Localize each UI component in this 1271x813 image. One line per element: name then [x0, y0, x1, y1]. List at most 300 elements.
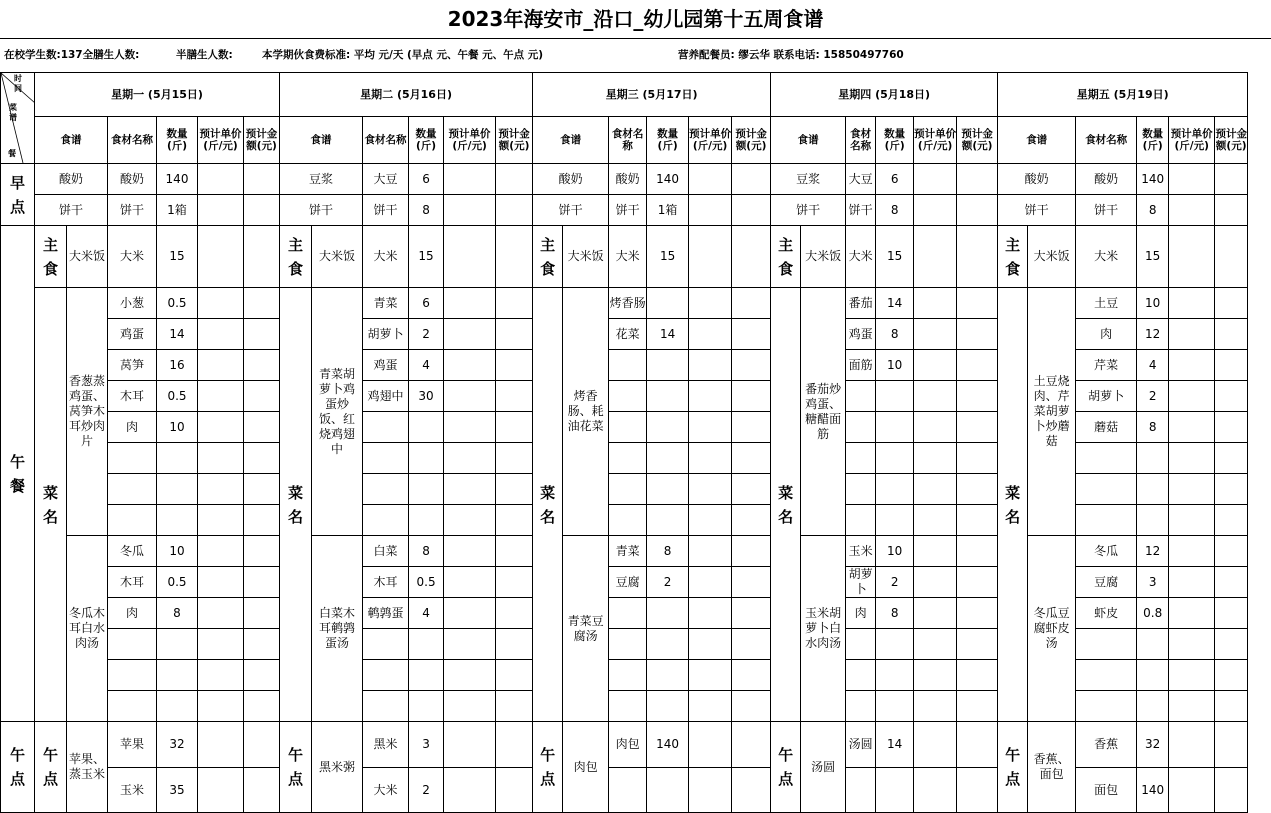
unit-price	[689, 474, 732, 505]
unit-price	[444, 412, 496, 443]
unit-price	[444, 660, 496, 691]
total-price	[244, 567, 280, 598]
unit-price	[198, 660, 244, 691]
ingredient-name	[609, 691, 647, 722]
breakfast-recipe: 饼干	[280, 195, 363, 226]
student-count: 在校学生数:137全膳生人数:	[4, 49, 140, 61]
total-price	[244, 381, 280, 412]
ingredient-name: 胡萝卜	[1076, 381, 1137, 412]
staple-recipe: 大米饭	[312, 226, 363, 288]
ingredient-qty: 4	[1137, 350, 1169, 381]
total-price	[496, 768, 533, 813]
ingredient-qty	[647, 288, 689, 319]
total-price	[732, 629, 771, 660]
total-price	[244, 505, 280, 536]
total-price	[244, 443, 280, 474]
total-price	[496, 722, 533, 768]
corner-header	[1, 73, 35, 164]
ingredient-name: 花菜	[609, 319, 647, 350]
unit-price	[914, 536, 957, 567]
ingredient-qty: 0.5	[157, 567, 198, 598]
ingredient-name: 青菜	[363, 288, 409, 319]
ingredient-qty: 2	[647, 567, 689, 598]
unit-price	[914, 660, 957, 691]
ingredient-qty: 10	[876, 536, 914, 567]
ingredient-qty	[1137, 691, 1169, 722]
unit-price	[914, 195, 957, 226]
ingredient-qty: 3	[1137, 567, 1169, 598]
ingredient-name: 肉	[108, 598, 157, 629]
unit-price	[198, 319, 244, 350]
ingredient-name: 鸡蛋	[363, 350, 409, 381]
total-price	[957, 768, 998, 813]
ingredient-name: 冬瓜	[1076, 536, 1137, 567]
ingredient-name: 番茄	[846, 288, 876, 319]
ingredient-name	[108, 660, 157, 691]
col-header-total: 预计金额(元)	[496, 117, 533, 164]
ingredient-qty	[876, 474, 914, 505]
total-price	[732, 505, 771, 536]
ingredient-qty: 32	[1137, 722, 1169, 768]
ingredient-qty: 6	[409, 288, 444, 319]
ingredient-qty	[647, 505, 689, 536]
unit-price	[914, 412, 957, 443]
ingredient-qty: 8	[409, 536, 444, 567]
ingredient-name: 玉米	[108, 768, 157, 813]
unit-price	[1169, 226, 1215, 288]
snack-recipe: 黑米粥	[312, 722, 363, 813]
ingredient-qty	[876, 505, 914, 536]
ingredient-qty: 0.5	[409, 567, 444, 598]
unit-price	[1169, 443, 1215, 474]
ingredient-qty	[157, 660, 198, 691]
unit-price	[444, 226, 496, 288]
ingredient-qty: 8	[1137, 412, 1169, 443]
ingredient-name: 酸奶	[1076, 164, 1137, 195]
ingredient-name: 烤香肠	[609, 288, 647, 319]
unit-price	[914, 443, 957, 474]
dish-recipe: 烤香肠、耗油花菜	[563, 288, 609, 536]
ingredient-qty: 10	[1137, 288, 1169, 319]
unit-price	[914, 722, 957, 768]
unit-price	[689, 443, 732, 474]
total-price	[1215, 768, 1248, 813]
ingredient-name: 酸奶	[108, 164, 157, 195]
total-price	[244, 288, 280, 319]
ingredient-name: 苹果	[108, 722, 157, 768]
ingredient-name: 胡萝卜	[363, 319, 409, 350]
ingredient-name: 木耳	[108, 567, 157, 598]
ingredient-name	[609, 660, 647, 691]
unit-price	[1169, 660, 1215, 691]
ingredient-name	[363, 412, 409, 443]
total-price	[496, 567, 533, 598]
total-price	[1215, 691, 1248, 722]
unit-price	[1169, 164, 1215, 195]
ingredient-qty	[876, 443, 914, 474]
unit-price	[198, 768, 244, 813]
ingredient-name: 玉米	[846, 536, 876, 567]
ingredient-name	[609, 768, 647, 813]
total-price	[732, 768, 771, 813]
total-price	[244, 768, 280, 813]
col-header-recipe: 食谱	[998, 117, 1076, 164]
col-header-ingredient: 食材名称	[846, 117, 876, 164]
col-header-recipe: 食谱	[280, 117, 363, 164]
ingredient-qty: 15	[876, 226, 914, 288]
ingredient-name: 鹌鹑蛋	[363, 598, 409, 629]
ingredient-name: 饼干	[609, 195, 647, 226]
unit-price	[444, 319, 496, 350]
ingredient-name	[363, 629, 409, 660]
total-price	[957, 226, 998, 288]
ingredient-name	[1076, 505, 1137, 536]
total-price	[1215, 567, 1248, 598]
unit-price	[1169, 768, 1215, 813]
ingredient-qty	[1137, 443, 1169, 474]
ingredient-qty: 12	[1137, 319, 1169, 350]
total-price	[244, 350, 280, 381]
ingredient-qty	[409, 629, 444, 660]
corner-item: 菜 谱	[9, 103, 17, 122]
soup-recipe: 冬瓜木耳白水肉汤	[67, 536, 108, 722]
ingredient-name	[1076, 443, 1137, 474]
ingredient-name: 鸡蛋	[846, 319, 876, 350]
ingredient-qty: 4	[409, 350, 444, 381]
ingredient-qty	[409, 691, 444, 722]
ingredient-qty	[647, 768, 689, 813]
total-price	[1215, 536, 1248, 567]
unit-price	[444, 443, 496, 474]
ingredient-name	[846, 629, 876, 660]
total-price	[244, 536, 280, 567]
col-header-recipe: 食谱	[35, 117, 108, 164]
col-header-unit-price: 预计单价(斤/元)	[914, 117, 957, 164]
snack-recipe: 香蕉、面包	[1028, 722, 1076, 813]
unit-price	[1169, 350, 1215, 381]
ingredient-name: 鸡翅中	[363, 381, 409, 412]
breakfast-recipe: 饼干	[35, 195, 108, 226]
ingredient-qty: 8	[409, 195, 444, 226]
ingredient-qty	[647, 598, 689, 629]
ingredient-name: 黑米	[363, 722, 409, 768]
snack-label: 午 点	[35, 722, 67, 813]
ingredient-qty: 2	[1137, 381, 1169, 412]
unit-price	[914, 567, 957, 598]
ingredient-name: 木耳	[108, 381, 157, 412]
unit-price	[1169, 474, 1215, 505]
col-header-qty: 数量(斤)	[647, 117, 689, 164]
total-price	[244, 660, 280, 691]
ingredient-qty	[157, 629, 198, 660]
unit-price	[198, 598, 244, 629]
unit-price	[1169, 288, 1215, 319]
unit-price	[444, 567, 496, 598]
ingredient-name	[609, 598, 647, 629]
soup-recipe: 冬瓜豆腐虾皮汤	[1028, 536, 1076, 722]
ingredient-qty: 8	[1137, 195, 1169, 226]
breakfast-recipe: 酸奶	[533, 164, 609, 195]
corner-meal: 餐	[8, 149, 16, 158]
total-price	[732, 381, 771, 412]
unit-price	[689, 722, 732, 768]
ingredient-qty	[647, 660, 689, 691]
total-price	[957, 598, 998, 629]
col-header-unit-price: 预计单价(斤/元)	[689, 117, 732, 164]
unit-price	[689, 660, 732, 691]
ingredient-qty	[647, 350, 689, 381]
ingredient-name: 面筋	[846, 350, 876, 381]
ingredient-name: 饼干	[108, 195, 157, 226]
unit-price	[914, 319, 957, 350]
ingredient-qty: 2	[409, 319, 444, 350]
ingredient-name	[609, 350, 647, 381]
staple-recipe: 大米饭	[1028, 226, 1076, 288]
unit-price	[1169, 598, 1215, 629]
ingredient-name	[363, 474, 409, 505]
ingredient-qty: 8	[876, 195, 914, 226]
dish-label: 菜 名	[771, 288, 801, 722]
ingredient-name: 莴笋	[108, 350, 157, 381]
total-price	[244, 629, 280, 660]
ingredient-name: 汤圆	[846, 722, 876, 768]
snack-recipe: 苹果、蒸玉米	[67, 722, 108, 813]
ingredient-name: 面包	[1076, 768, 1137, 813]
unit-price	[689, 536, 732, 567]
ingredient-name: 土豆	[1076, 288, 1137, 319]
unit-price	[914, 164, 957, 195]
total-price	[496, 691, 533, 722]
col-header-total: 预计金额(元)	[957, 117, 998, 164]
col-header-qty: 数量(斤)	[409, 117, 444, 164]
unit-price	[198, 288, 244, 319]
unit-price	[444, 474, 496, 505]
unit-price	[444, 768, 496, 813]
total-price	[732, 660, 771, 691]
total-price	[957, 381, 998, 412]
total-price	[496, 660, 533, 691]
unit-price	[689, 226, 732, 288]
total-price	[732, 288, 771, 319]
ingredient-name: 肉包	[609, 722, 647, 768]
total-price	[244, 412, 280, 443]
ingredient-name: 饼干	[846, 195, 876, 226]
ingredient-qty: 14	[157, 319, 198, 350]
dish-label: 菜 名	[280, 288, 312, 722]
dietitian-info: 营养配餐员: 缪云华 联系电话: 15850497760	[678, 49, 904, 61]
col-header-total: 预计金额(元)	[244, 117, 280, 164]
ingredient-qty	[1137, 505, 1169, 536]
total-price	[732, 474, 771, 505]
ingredient-qty	[876, 381, 914, 412]
ingredient-name: 大米	[108, 226, 157, 288]
breakfast-recipe: 豆浆	[280, 164, 363, 195]
total-price	[244, 195, 280, 226]
col-header-unit-price: 预计单价(斤/元)	[1169, 117, 1215, 164]
staple-label: 主 食	[998, 226, 1028, 288]
ingredient-qty: 8	[876, 319, 914, 350]
total-price	[496, 381, 533, 412]
ingredient-qty	[876, 629, 914, 660]
soup-recipe: 青菜豆腐汤	[563, 536, 609, 722]
total-price	[244, 164, 280, 195]
total-price	[732, 195, 771, 226]
ingredient-qty: 140	[157, 164, 198, 195]
total-price	[732, 536, 771, 567]
ingredient-name	[846, 768, 876, 813]
dish-label: 菜 名	[35, 288, 67, 722]
unit-price	[198, 505, 244, 536]
ingredient-name	[108, 691, 157, 722]
total-price	[496, 319, 533, 350]
snack-label: 午 点	[280, 722, 312, 813]
ingredient-qty	[647, 629, 689, 660]
total-price	[732, 319, 771, 350]
total-price	[244, 722, 280, 768]
total-price	[496, 412, 533, 443]
dish-recipe: 土豆烧肉、芹菜胡萝卜炒蘑菇	[1028, 288, 1076, 536]
total-price	[1215, 195, 1248, 226]
ingredient-qty	[647, 691, 689, 722]
total-price	[244, 319, 280, 350]
unit-price	[914, 629, 957, 660]
total-price	[496, 598, 533, 629]
unit-price	[689, 768, 732, 813]
ingredient-qty: 35	[157, 768, 198, 813]
unit-price	[444, 722, 496, 768]
total-price	[957, 629, 998, 660]
ingredient-name: 虾皮	[1076, 598, 1137, 629]
ingredient-name	[363, 660, 409, 691]
ingredient-name: 肉	[846, 598, 876, 629]
unit-price	[689, 412, 732, 443]
col-header-total: 预计金额(元)	[732, 117, 771, 164]
col-header-ingredient: 食材名称	[1076, 117, 1137, 164]
unit-price	[689, 319, 732, 350]
breakfast-recipe: 酸奶	[998, 164, 1076, 195]
ingredient-qty: 15	[1137, 226, 1169, 288]
staple-label: 主 食	[533, 226, 563, 288]
ingredient-qty	[647, 474, 689, 505]
total-price	[1215, 412, 1248, 443]
total-price	[1215, 381, 1248, 412]
unit-price	[914, 598, 957, 629]
day-header: 星期五 (5月19日)	[998, 73, 1248, 117]
ingredient-qty	[876, 691, 914, 722]
unit-price	[689, 691, 732, 722]
ingredient-name	[846, 691, 876, 722]
ingredient-name	[363, 443, 409, 474]
ingredient-qty: 8	[876, 598, 914, 629]
staple-recipe: 大米饭	[801, 226, 846, 288]
ingredient-name: 小葱	[108, 288, 157, 319]
meal-label-snack: 午 点	[1, 722, 35, 813]
total-price	[244, 598, 280, 629]
dish-recipe: 番茄炒鸡蛋、糖醋面筋	[801, 288, 846, 536]
unit-price	[689, 567, 732, 598]
ingredient-qty	[409, 474, 444, 505]
total-price	[957, 319, 998, 350]
ingredient-qty	[157, 691, 198, 722]
ingredient-name: 大豆	[846, 164, 876, 195]
ingredient-name	[609, 443, 647, 474]
unit-price	[689, 629, 732, 660]
unit-price	[689, 288, 732, 319]
total-price	[496, 288, 533, 319]
total-price	[957, 195, 998, 226]
ingredient-qty: 15	[157, 226, 198, 288]
total-price	[496, 536, 533, 567]
ingredient-qty	[157, 443, 198, 474]
ingredient-qty	[876, 412, 914, 443]
ingredient-name: 大米	[363, 768, 409, 813]
meal-label-breakfast: 早 点	[1, 164, 35, 226]
total-price	[496, 164, 533, 195]
unit-price	[198, 412, 244, 443]
total-price	[957, 505, 998, 536]
unit-price	[689, 164, 732, 195]
unit-price	[198, 443, 244, 474]
ingredient-name	[363, 505, 409, 536]
ingredient-name: 肉	[108, 412, 157, 443]
ingredient-name	[846, 412, 876, 443]
corner-time: 时 间	[14, 74, 22, 93]
unit-price	[1169, 505, 1215, 536]
ingredient-qty	[157, 505, 198, 536]
ingredient-name	[609, 505, 647, 536]
snack-label: 午 点	[771, 722, 801, 813]
ingredient-qty: 14	[876, 288, 914, 319]
unit-price	[689, 505, 732, 536]
col-header-qty: 数量(斤)	[157, 117, 198, 164]
unit-price	[914, 226, 957, 288]
unit-price	[198, 226, 244, 288]
ingredient-name: 香蕉	[1076, 722, 1137, 768]
ingredient-name: 青菜	[609, 536, 647, 567]
meal-label-lunch: 午 餐	[1, 226, 35, 722]
dish-label: 菜 名	[998, 288, 1028, 722]
ingredient-qty: 10	[876, 350, 914, 381]
ingredient-name: 大豆	[363, 164, 409, 195]
unit-price	[444, 505, 496, 536]
col-header-ingredient: 食材名称	[609, 117, 647, 164]
breakfast-recipe: 酸奶	[35, 164, 108, 195]
day-header: 星期四 (5月18日)	[771, 73, 998, 117]
unit-price	[198, 722, 244, 768]
total-price	[496, 350, 533, 381]
ingredient-qty	[409, 412, 444, 443]
ingredient-qty	[1137, 660, 1169, 691]
ingredient-qty: 140	[1137, 164, 1169, 195]
staple-label: 主 食	[280, 226, 312, 288]
ingredient-name: 饼干	[363, 195, 409, 226]
unit-price	[198, 195, 244, 226]
unit-price	[444, 536, 496, 567]
ingredient-name	[1076, 691, 1137, 722]
ingredient-name: 胡萝卜	[846, 567, 876, 598]
total-price	[496, 629, 533, 660]
total-price	[1215, 288, 1248, 319]
unit-price	[444, 288, 496, 319]
unit-price	[1169, 381, 1215, 412]
info-line	[0, 44, 1271, 66]
dish-label: 菜 名	[533, 288, 563, 722]
ingredient-name	[108, 629, 157, 660]
total-price	[732, 598, 771, 629]
ingredient-qty: 12	[1137, 536, 1169, 567]
snack-label: 午 点	[998, 722, 1028, 813]
ingredient-qty	[876, 768, 914, 813]
